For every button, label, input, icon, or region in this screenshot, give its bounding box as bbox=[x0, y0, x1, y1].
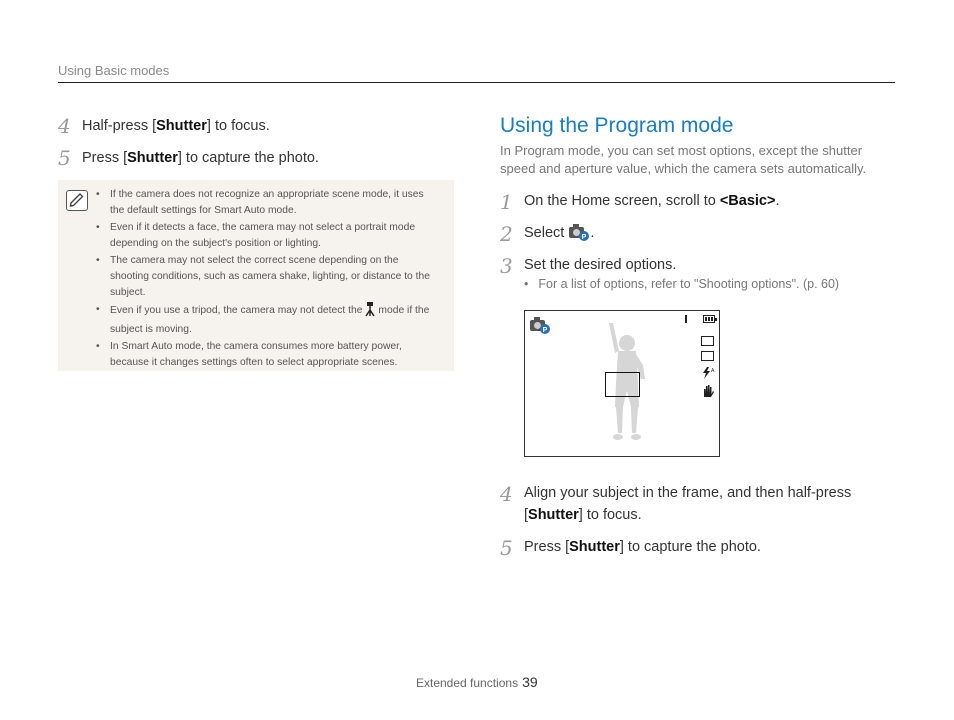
shutter-key-label: Shutter bbox=[569, 539, 620, 555]
step-text: ] to capture the photo. bbox=[177, 150, 319, 166]
right-step-4 bbox=[524, 482, 894, 526]
section-title: Using the Program mode bbox=[500, 114, 734, 137]
step-text: ] to focus. bbox=[206, 118, 270, 134]
camera-screen-illustration bbox=[524, 310, 720, 457]
step-text: On the Home screen, scroll to bbox=[524, 193, 720, 209]
step-text: ] to capture the photo. bbox=[619, 539, 761, 555]
step-number: 5 bbox=[500, 536, 513, 560]
left-step-4 bbox=[82, 115, 270, 137]
note-box bbox=[58, 180, 454, 371]
note-list bbox=[110, 187, 440, 372]
running-header: Using Basic modes bbox=[58, 63, 170, 78]
step-text: [ bbox=[524, 507, 529, 523]
autofocus-frame bbox=[605, 372, 640, 397]
step-text: Select bbox=[524, 225, 565, 241]
program-mode-icon bbox=[568, 222, 590, 249]
battery-icon bbox=[703, 315, 715, 323]
svg-text:P: P bbox=[542, 327, 548, 334]
note-item: • In Smart Auto mode, the camera consumes more battery power, because it changes settings often to select appropriate scenes. bbox=[110, 339, 440, 371]
section-intro: In Program mode, you can set most options, except the shutter speed and aperture value, which the camera sets automatically. bbox=[500, 143, 867, 176]
step-text: Half-press [ bbox=[82, 118, 157, 134]
sub-bullet-text: For a list of options, refer to "Shooting options". (p. 60) bbox=[538, 277, 840, 291]
step-number: 4 bbox=[58, 114, 71, 138]
ois-hand-icon bbox=[701, 384, 715, 403]
svg-text:P: P bbox=[581, 234, 587, 241]
note-text: Even if you use a tripod, the camera may not detect the bbox=[110, 305, 363, 316]
step-number: 5 bbox=[58, 146, 71, 170]
step-number: 4 bbox=[500, 482, 513, 506]
right-step-5 bbox=[524, 536, 761, 558]
step-text: . bbox=[590, 225, 595, 241]
step-text: Press [ bbox=[524, 539, 570, 555]
quality-icon bbox=[701, 351, 714, 361]
basic-menu-label: <Basic> bbox=[719, 193, 776, 209]
memory-indicator-icon bbox=[685, 315, 687, 323]
sub-bullet: • For a list of options, refer to "Shooting options". (p. 60) bbox=[524, 277, 840, 291]
note-item: • If the camera does not recognize an appropriate scene mode, it uses the default settings for Smart Auto mode. bbox=[110, 187, 440, 219]
shutter-key-label: Shutter bbox=[156, 118, 207, 134]
left-step-5 bbox=[82, 147, 319, 169]
step-number: 3 bbox=[500, 254, 513, 278]
page-number: 39 bbox=[522, 674, 538, 690]
note-text: mode if the subject is moving. bbox=[110, 305, 430, 335]
right-step-1 bbox=[524, 190, 780, 212]
step-text: ] to focus. bbox=[578, 507, 642, 523]
program-mode-icon bbox=[529, 315, 551, 340]
note-item bbox=[110, 302, 440, 338]
footer-section-label: Extended functions bbox=[416, 676, 519, 690]
page-footer bbox=[416, 674, 538, 690]
header-rule bbox=[58, 82, 895, 83]
note-item: • The camera may not select the correct scene depending on the shooting conditions, such as camera shake, lighting, or distance to the subject. bbox=[110, 253, 440, 301]
tripod-icon bbox=[365, 302, 375, 322]
step-text: Align your subject in the frame, and then half-press bbox=[524, 485, 852, 501]
note-pencil-icon bbox=[66, 190, 88, 211]
flash-icon bbox=[702, 366, 714, 384]
photo-size-icon bbox=[701, 336, 714, 346]
right-step-3: Set the desired options. bbox=[524, 257, 677, 273]
right-step-2 bbox=[524, 222, 594, 249]
note-item: • Even if it detects a face, the camera may not select a portrait mode depending on the subject's position or lighting. bbox=[110, 220, 440, 252]
step-text: Press [ bbox=[82, 150, 128, 166]
shutter-key-label: Shutter bbox=[528, 507, 579, 523]
shutter-key-label: Shutter bbox=[127, 150, 178, 166]
step-number: 1 bbox=[500, 190, 513, 214]
step-text: . bbox=[775, 193, 780, 209]
step-number: 2 bbox=[500, 222, 513, 246]
svg-text:A: A bbox=[711, 368, 715, 374]
